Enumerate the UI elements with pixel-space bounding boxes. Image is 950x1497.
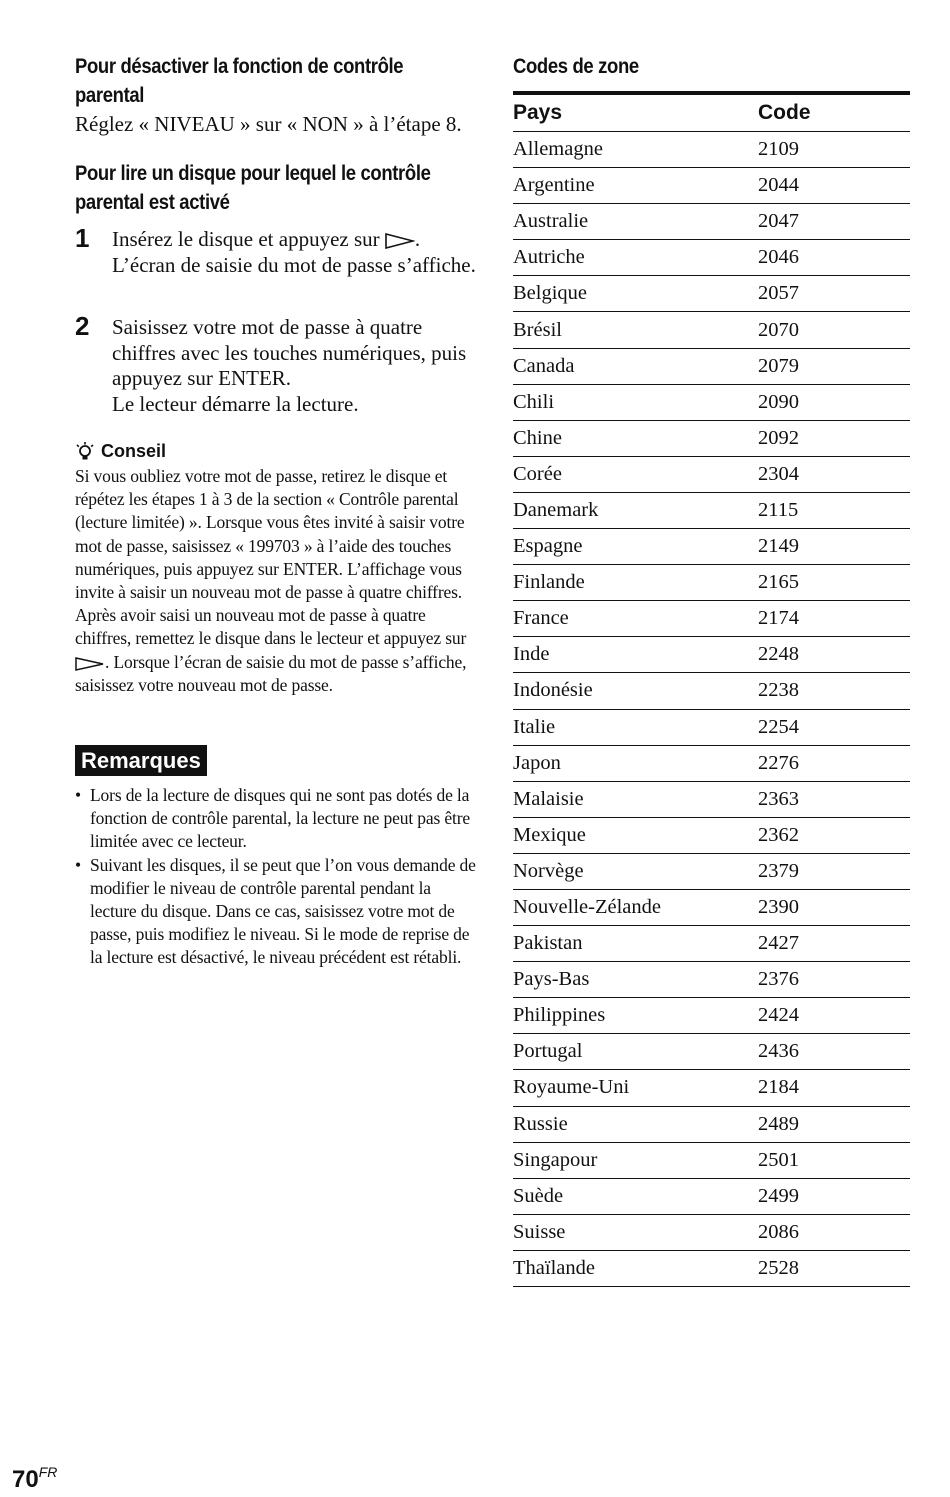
table-row xyxy=(513,132,910,168)
zone-codes-title: Codes de zone xyxy=(513,55,639,78)
table-row xyxy=(513,456,910,492)
code-cell: 2046 xyxy=(758,240,910,276)
table-row xyxy=(513,384,910,420)
country-cell: Inde xyxy=(513,637,758,673)
code-cell: 2499 xyxy=(758,1178,910,1214)
code-cell: 2254 xyxy=(758,709,910,745)
country-cell: Singapour xyxy=(513,1142,758,1178)
country-cell: Norvège xyxy=(513,853,758,889)
country-cell: Philippines xyxy=(513,998,758,1034)
code-cell: 2090 xyxy=(758,384,910,420)
country-cell: Suisse xyxy=(513,1214,758,1250)
notes-badge: Remarques xyxy=(75,745,207,776)
code-cell: 2424 xyxy=(758,998,910,1034)
code-cell: 2149 xyxy=(758,529,910,565)
table-row xyxy=(513,1034,910,1070)
notes-list xyxy=(75,784,480,970)
table-row xyxy=(513,1250,910,1286)
table-row xyxy=(513,168,910,204)
table-row xyxy=(513,276,910,312)
zone-codes-table xyxy=(513,91,910,1287)
country-cell: Chili xyxy=(513,384,758,420)
country-cell: Japon xyxy=(513,745,758,781)
column-header-country: Pays xyxy=(513,93,758,132)
country-cell: Mexique xyxy=(513,817,758,853)
country-cell: Royaume-Uni xyxy=(513,1070,758,1106)
lightbulb-icon xyxy=(75,442,95,462)
table-row xyxy=(513,565,910,601)
code-cell: 2079 xyxy=(758,348,910,384)
code-cell: 2427 xyxy=(758,926,910,962)
country-cell: France xyxy=(513,601,758,637)
country-cell: Australie xyxy=(513,204,758,240)
code-cell: 2238 xyxy=(758,673,910,709)
table-row xyxy=(513,240,910,276)
code-cell: 2047 xyxy=(758,204,910,240)
code-cell: 2489 xyxy=(758,1106,910,1142)
table-row xyxy=(513,817,910,853)
tip-body: Si vous oubliez votre mot de passe, retirez le disque et répétez les étapes 1 à 3 de la section « Contrôle parental (lecture limitée) ». Lorsque vous êtes invité à saisir votre mot de passe, saisissez « 199703 » à l’aide des touches numériques, puis appuyez sur ENTER. L’affichage vous invite à saisir un nouveau mot de passe à quatre chiffres. Après avoir saisi un nouveau mot de passe à quatre chiffres, remettez le disque dans le lecteur et appuyez sur . Lorsque l’écran de saisie du mot de passe s’affiche, saisissez votre nouveau mot de passe. xyxy=(75,466,467,695)
country-cell: Thaïlande xyxy=(513,1250,758,1286)
country-cell: Italie xyxy=(513,709,758,745)
table-row xyxy=(513,529,910,565)
table-row xyxy=(513,312,910,348)
table-row xyxy=(513,1214,910,1250)
table-row xyxy=(513,204,910,240)
country-cell: Nouvelle-Zélande xyxy=(513,889,758,925)
country-cell: Corée xyxy=(513,456,758,492)
table-row xyxy=(513,420,910,456)
code-cell: 2174 xyxy=(758,601,910,637)
code-cell: 2276 xyxy=(758,745,910,781)
country-cell: Chine xyxy=(513,420,758,456)
table-row xyxy=(513,745,910,781)
tip-title: Conseil xyxy=(101,441,167,461)
code-cell: 2115 xyxy=(758,492,910,528)
table-row xyxy=(513,1070,910,1106)
code-cell: 2092 xyxy=(758,420,910,456)
country-cell: Malaisie xyxy=(513,781,758,817)
table-row xyxy=(513,998,910,1034)
code-cell: 2057 xyxy=(758,276,910,312)
table-row xyxy=(513,962,910,998)
code-cell: 2390 xyxy=(758,889,910,925)
table-row xyxy=(513,1106,910,1142)
table-row xyxy=(513,889,910,925)
code-cell: 2379 xyxy=(758,853,910,889)
code-cell: 2376 xyxy=(758,962,910,998)
country-cell: Espagne xyxy=(513,529,758,565)
table-header-row xyxy=(513,93,910,132)
code-cell: 2528 xyxy=(758,1250,910,1286)
country-cell: Russie xyxy=(513,1106,758,1142)
section-heading-disable: Pour désactiver la fonction de contrôle parental xyxy=(75,55,404,107)
section-heading-play-locked: Pour lire un disque pour lequel le contrôle parental est activé xyxy=(75,162,431,214)
code-cell: 2248 xyxy=(758,637,910,673)
step-text: Saisissez votre mot de passe à quatre chiffres avec les touches numériques, puis appuyez sur ENTER. Le lecteur démarre la lecture. xyxy=(112,315,467,416)
step-number: 2 xyxy=(75,311,90,341)
play-icon xyxy=(385,233,415,249)
code-cell: 2109 xyxy=(758,132,910,168)
code-cell: 2044 xyxy=(758,168,910,204)
country-cell: Allemagne xyxy=(513,132,758,168)
table-row xyxy=(513,673,910,709)
page-number: $70^{FR}$ xyxy=(12,1464,58,1493)
country-cell: Argentine xyxy=(513,168,758,204)
table-row xyxy=(513,601,910,637)
step-number: 1 xyxy=(75,223,90,253)
country-cell: Indonésie xyxy=(513,673,758,709)
language-suffix: FR xyxy=(38,1464,58,1480)
country-cell: Brésil xyxy=(513,312,758,348)
code-cell: 2086 xyxy=(758,1214,910,1250)
table-row xyxy=(513,709,910,745)
country-cell: Belgique xyxy=(513,276,758,312)
code-cell: 2184 xyxy=(758,1070,910,1106)
tip-header xyxy=(75,441,166,462)
country-cell: Portugal xyxy=(513,1034,758,1070)
list-item: • Suivant les disques, il se peut que l’on vous demande de modifier le niveau de contrôle parental pendant la lecture du disque. Dans ce cas, saisissez votre mot de passe, puis modifiez le niveau. Si le mode de reprise de la lecture est désactivé, le niveau précédent est rétabli. xyxy=(75,854,480,970)
table-row xyxy=(513,348,910,384)
country-cell: Suède xyxy=(513,1178,758,1214)
country-cell: Danemark xyxy=(513,492,758,528)
table-row xyxy=(513,1178,910,1214)
code-cell: 2362 xyxy=(758,817,910,853)
table-row xyxy=(513,853,910,889)
country-cell: Autriche xyxy=(513,240,758,276)
country-cell: Pays-Bas xyxy=(513,962,758,998)
table-row xyxy=(513,492,910,528)
country-cell: Canada xyxy=(513,348,758,384)
step-text: Insérez le disque et appuyez sur . L’écran de saisie du mot de passe s’affiche. xyxy=(112,227,476,277)
disable-instruction: Réglez « NIVEAU » sur « NON » à l’étape 8. xyxy=(75,112,462,136)
country-cell: Pakistan xyxy=(513,926,758,962)
column-header-code: Code xyxy=(758,93,910,132)
code-cell: 2436 xyxy=(758,1034,910,1070)
table-row xyxy=(513,1142,910,1178)
code-cell: 2070 xyxy=(758,312,910,348)
code-cell: 2304 xyxy=(758,456,910,492)
list-item: • Lors de la lecture de disques qui ne sont pas dotés de la fonction de contrôle parental, la lecture ne peut pas être limitée avec ce lecteur. xyxy=(75,784,480,854)
table-row xyxy=(513,781,910,817)
country-cell: Finlande xyxy=(513,565,758,601)
play-icon xyxy=(75,657,105,671)
table-row xyxy=(513,637,910,673)
table-row xyxy=(513,926,910,962)
code-cell: 2501 xyxy=(758,1142,910,1178)
code-cell: 2363 xyxy=(758,781,910,817)
code-cell: 2165 xyxy=(758,565,910,601)
